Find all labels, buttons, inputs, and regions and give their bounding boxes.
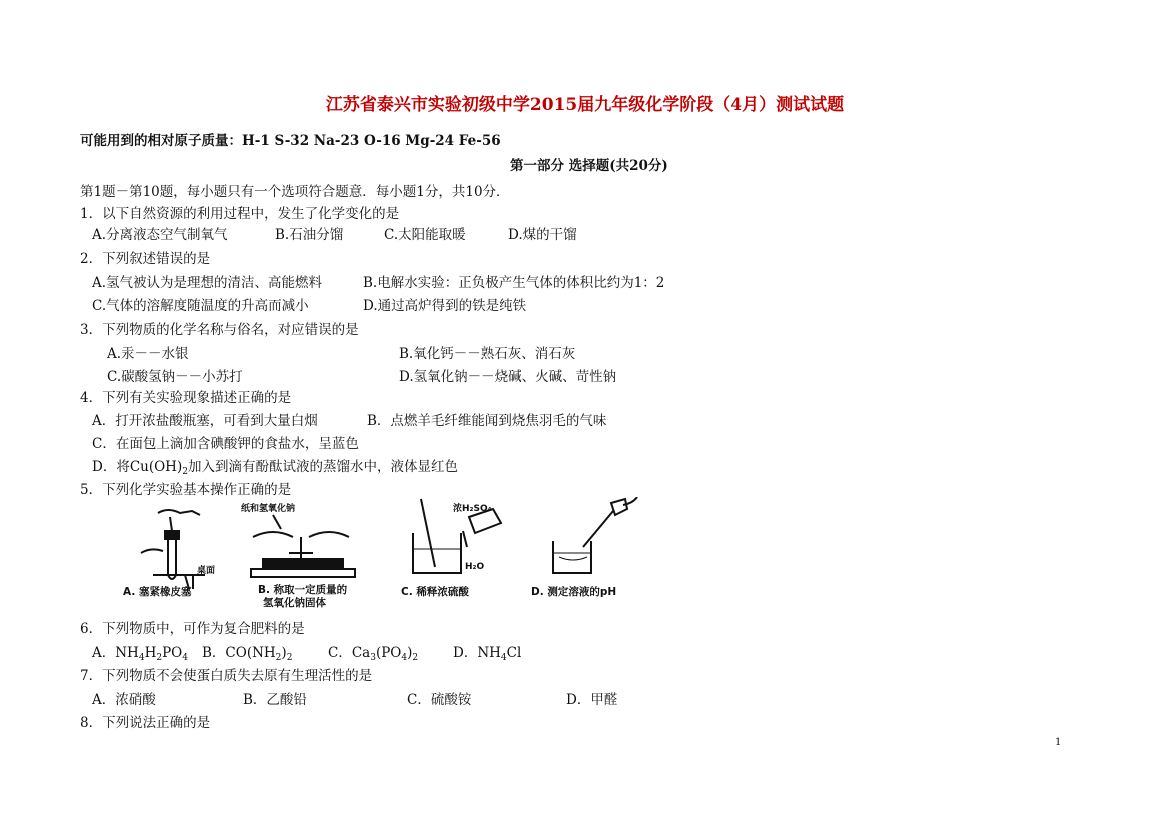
q4-stem: 4．下列有关实验现象描述正确的是 bbox=[80, 390, 292, 406]
q1-stem: 1．以下自然资源的利用过程中，发生了化学变化的是 bbox=[80, 206, 400, 222]
part-heading: 第一部分 选择题(共20分) bbox=[510, 158, 668, 174]
q2-stem: 2．下列叙述错误的是 bbox=[80, 251, 211, 267]
q2-option-b: B.电解水实验：正负极产生气体的体积比约为1：2 bbox=[363, 275, 665, 291]
q4-option-b: B．点燃羊毛纤维能闻到烧焦羽毛的气味 bbox=[367, 413, 607, 429]
q7-option-a: A．浓硝酸 bbox=[92, 692, 156, 708]
q6-option-c: C．$Ca_3(PO_4)_2$ bbox=[328, 645, 419, 663]
q7-stem: 7．下列物质不会使蛋白质失去原有生理活性的是 bbox=[80, 668, 373, 684]
q6-option-b: B．$CO(NH_2)_2$ bbox=[202, 645, 293, 663]
figure-a-table-label: 桌面 bbox=[197, 566, 216, 576]
figure-c-caption: C. 稀释浓硫酸 bbox=[401, 586, 469, 598]
document-title: 江苏省泰兴市实验初级中学2015届九年级化学阶段（4月）测试试题 bbox=[325, 95, 845, 115]
atomic-mass-line: 可能用到的相对原子质量：H-1 S-32 Na-23 O-16 Mg-24 Fe-56 bbox=[80, 133, 501, 149]
q1-option-a: A.分离液态空气制氧气 bbox=[92, 227, 228, 243]
q3-option-a: A.汞－－水银 bbox=[107, 346, 189, 362]
figure-c-water-label: H₂O bbox=[465, 562, 485, 572]
q4-option-d: D．将$Cu(OH)_2$加入到滴有酚酞试液的蒸馏水中，液体显红色 bbox=[92, 459, 458, 477]
figure-b-caption-line1: B. 称取一定质量的 bbox=[258, 584, 348, 596]
q2-option-d: D.通过高炉得到的铁是纯铁 bbox=[363, 298, 527, 314]
q7-option-c: C．硫酸铵 bbox=[407, 692, 472, 708]
q3-option-c: C.碳酸氢钠－－小苏打 bbox=[107, 369, 243, 385]
figure-a-caption: A. 塞紧橡皮塞 bbox=[123, 586, 192, 598]
q7-option-b: B．乙酸铅 bbox=[243, 692, 307, 708]
q8-stem: 8．下列说法正确的是 bbox=[80, 715, 211, 731]
q4-option-c: C．在面包上滴加含碘酸钾的食盐水，呈蓝色 bbox=[92, 436, 359, 452]
q6-option-a: A．$NH_4H_2PO_4$ bbox=[92, 645, 188, 663]
q1-option-d: D.煤的干馏 bbox=[508, 227, 577, 243]
figure-b-top-label: 纸和氢氧化钠 bbox=[241, 504, 296, 514]
q3-option-d: D.氢氧化钠－－烧碱、火碱、苛性钠 bbox=[399, 369, 617, 385]
q6-stem: 6．下列物质中，可作为复合肥料的是 bbox=[80, 621, 305, 637]
q5-stem: 5．下列化学实验基本操作正确的是 bbox=[80, 482, 292, 498]
q4-option-a: A．打开浓盐酸瓶塞，可看到大量白烟 bbox=[92, 413, 318, 429]
figure-c-acid-label: 浓H₂SO₄ bbox=[453, 504, 492, 514]
figure-b-balance bbox=[251, 515, 355, 577]
instructions: 第1题－第10题，每小题只有一个选项符合题意．每小题1分，共10分． bbox=[80, 184, 510, 200]
figure-d-caption: D. 测定溶液的pH bbox=[531, 586, 617, 598]
q1-option-c: C.太阳能取暖 bbox=[384, 227, 466, 243]
figure-d-beaker bbox=[553, 497, 637, 573]
q2-option-c: C.气体的溶解度随温度的升高而减小 bbox=[92, 298, 309, 314]
q1-option-b: B.石油分馏 bbox=[275, 227, 344, 243]
figure-a-stopper bbox=[141, 510, 205, 589]
q2-option-a: A.氢气被认为是理想的清洁、高能燃料 bbox=[92, 275, 323, 291]
q7-option-d: D．甲醛 bbox=[566, 692, 618, 708]
q5-experiment-figures bbox=[113, 497, 643, 609]
figure-b-caption-line2: 氢氧化钠固体 bbox=[263, 597, 326, 609]
q3-stem: 3．下列物质的化学名称与俗名，对应错误的是 bbox=[80, 322, 359, 338]
q3-option-b: B.氧化钙－－熟石灰、消石灰 bbox=[399, 346, 576, 362]
page-number: 1 bbox=[1055, 737, 1062, 748]
q6-option-d: D．$NH_4Cl$ bbox=[453, 645, 522, 663]
